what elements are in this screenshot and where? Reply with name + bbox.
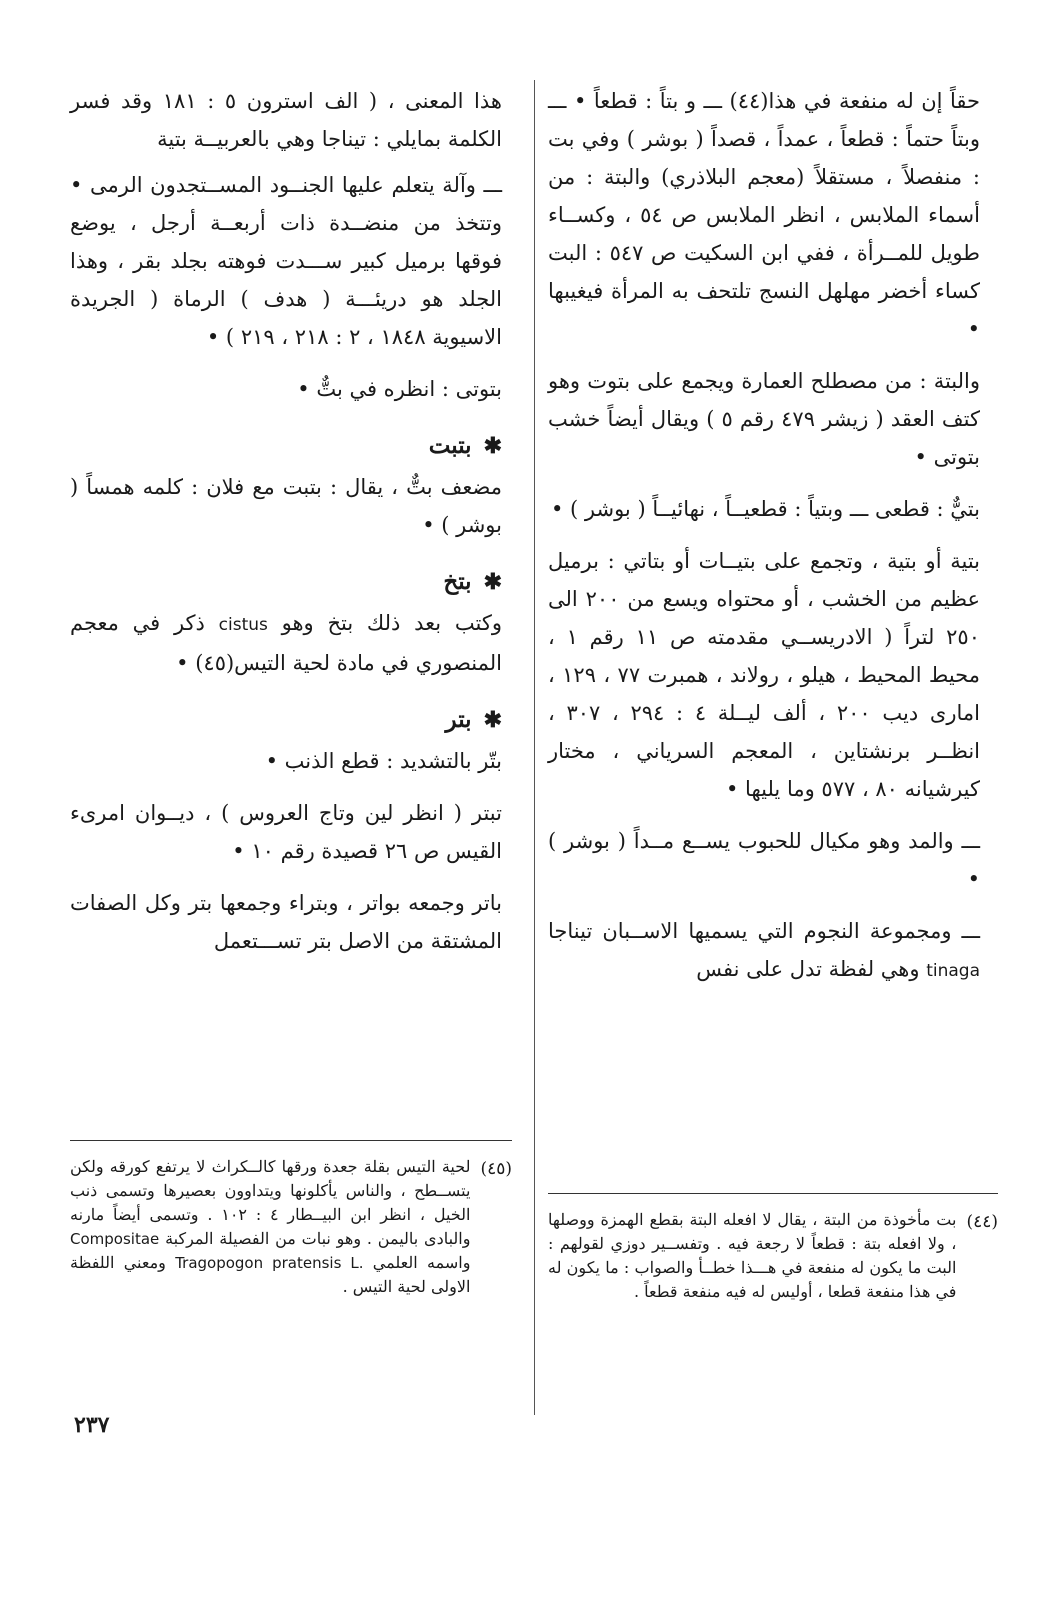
footnote-number: (٤٤)	[966, 1212, 998, 1232]
paragraph: ـــ وآلة يتعلم عليها الجنــود المســتجدون الرمى • وتتخذ من منضــدة ذات أربعــة أرجل ، يوضع فوقها برميل كبير ســـدت فوهته بجلد بقر ، وهذا الجلد هو دريئـــة ( هدف ) الرماة ( الجريدة الاسيوية ١٨٤٨ ، ٢ : ٢١٨ ، ٢١٩ ) •	[70, 173, 502, 349]
entry-heading	[70, 428, 502, 464]
entry-headword: بتخ	[443, 568, 472, 595]
paragraph: مضعف بتٌّ ، يقال : بتبت مع فلان : كلمه همساً ( بوشر ) •	[70, 475, 502, 537]
entry-headword: بتبت	[428, 432, 472, 459]
paragraph: بتية أو بتية ، وتجمع على بتيــات أو بتاتي : برميل عظيم من الخشب ، أو محتواه ويسع من ٢٠٠ الى ٢٥٠ لتراً ( الادريســي مقدمته ص ١١ رقم ١ ، محيط المحيط ، هيلو ، رولاند ، همبرت ٧٧ ، ١٢٩ ، اماری ديب ٢٠٠ ، ألف ليــلة ٤ : ٢٩٤ ، ٣٠٧ ، انظــر برنشتاين ، المعجم السرياني ، مختار كيرشيانه ٨٠ ، ٥٧٧ وما يليها •	[548, 549, 980, 801]
footnote-text-part: واسمه العلمي	[372, 1253, 471, 1272]
footnote-number: (٤٥)	[480, 1159, 512, 1179]
right-column	[548, 82, 980, 1004]
footnote	[548, 1208, 998, 1304]
entry-heading	[70, 564, 502, 600]
latin-term: Compositae	[70, 1230, 160, 1248]
asterisk-icon: ✱	[483, 707, 502, 733]
column-divider	[534, 80, 535, 1415]
paragraph: تبتر ( انظر لين وتاج العروس ) ، ديــوان امرىء القيس ص ٢٦ قصيدة رقم ١٠ •	[70, 801, 502, 863]
asterisk-icon: ✱	[483, 433, 502, 459]
paragraph-text: وكتب بعد ذلك بتخ وهو	[281, 611, 502, 635]
page-number: ٢٣٧	[74, 1412, 110, 1438]
footnote-block-left	[70, 1140, 512, 1299]
left-column	[70, 82, 502, 974]
latin-term: Tragopogon pratensis L.	[175, 1254, 364, 1272]
footnote-text-part: ومعني اللفظة الاولى لحية التيس .	[70, 1253, 471, 1296]
paragraph: بتّر بالتشديد : قطع الذنب •	[265, 749, 502, 773]
footnote-rule	[548, 1193, 998, 1194]
paragraph-text: وهي لفظة تدل على نفس	[696, 957, 920, 981]
latin-term: tinaga	[926, 961, 980, 981]
paragraph: بتوتى : انظره في بتٌّ •	[297, 377, 502, 401]
paragraph: هذا المعنى ، ( الف استرون ٥ : ١٨١ وقد فسر الكلمة بمايلي : تيناجا وهي بالعربيــة بتية	[70, 89, 502, 151]
entry-headword: بتر	[445, 706, 472, 733]
entry-heading	[70, 702, 502, 738]
paragraph-text: ذكر في معجم المنصوري في مادة لحية التيس(٤٥) •	[70, 611, 502, 675]
footnote-text	[70, 1155, 470, 1299]
latin-term: cistus	[218, 615, 268, 635]
paragraph: حقاً إن له منفعة في هذا(٤٤) ـــ و بتاً : قطعاً • ـــ وبتاً حتماً : قطعاً ، عمداً ، قصداً ( بوشر ) وفي بت : منفصلاً ، مستقلاً (معجم البلاذري) والبتة : من أسماء الملابس ، انظر الملابس ص ٥٤ ، وكســاء طويل للمــرأة ، ففي ابن السكيت ص ٥٤٧ : البت كساء أخضر مهلهل النسج تلتحف به المرأة فيغيبها •	[548, 89, 981, 341]
footnote	[70, 1155, 512, 1299]
paragraph: بتيٌّ : قطعى ـــ وبتياً : قطعيــاً ، نهائيــاً ( بوشر ) •	[550, 497, 980, 521]
paragraph: باتر وجمعه بواتر ، وبتراء وجمعها بتر وكل الصفات المشتقة من الاصل بتر تســـتعمل	[70, 891, 502, 953]
footnote-text-part: لحية التيس بقلة جعدة ورقها كالــكراث لا يرتفع كورقه ولكن يتســطح ، والناس يأكلونها ويتداوون بعصيرها وتسمى ذنب الخيل ، انظر ابن البيــطار ٤ : ١٠٢ . وتسمى أيضاً مارنه والبادى باليمن . وهو نبات من الفصيلة المركبة	[70, 1157, 471, 1248]
asterisk-icon: ✱	[483, 569, 502, 595]
paragraph	[70, 604, 502, 682]
paragraph: والبتة : من مصطلح العمارة ويجمع على بتوت وهو كتف العقد ( زيشر ٤٧٩ رقم ٥ ) ويقال أيضاً خشب بتوتى •	[548, 369, 980, 469]
paragraph: ـــ والمد وهو مكيال للحبوب يســع مــداً ( بوشر ) •	[548, 829, 980, 891]
footnote-rule	[70, 1140, 512, 1141]
paragraph	[548, 912, 980, 990]
paragraph-text: ـــ ومجموعة النجوم التي يسميها الاســبان تيناجا	[548, 919, 980, 943]
footnote-text: بت مأخوذة من البتة ، يقال لا افعله البتة بقطع الهمزة ووصلها ، ولا افعله بتة : قطعاً لا رجعة فيه . وتفســير دوزي لقولهم : البت ما يكون له منفعة في هـــذا خطــأ والصواب : ما يكون له في هذا منفعة قطعا ، أوليس له فيه منفعة قطعاً .	[548, 1210, 957, 1301]
footnote-block-right	[548, 1193, 998, 1304]
